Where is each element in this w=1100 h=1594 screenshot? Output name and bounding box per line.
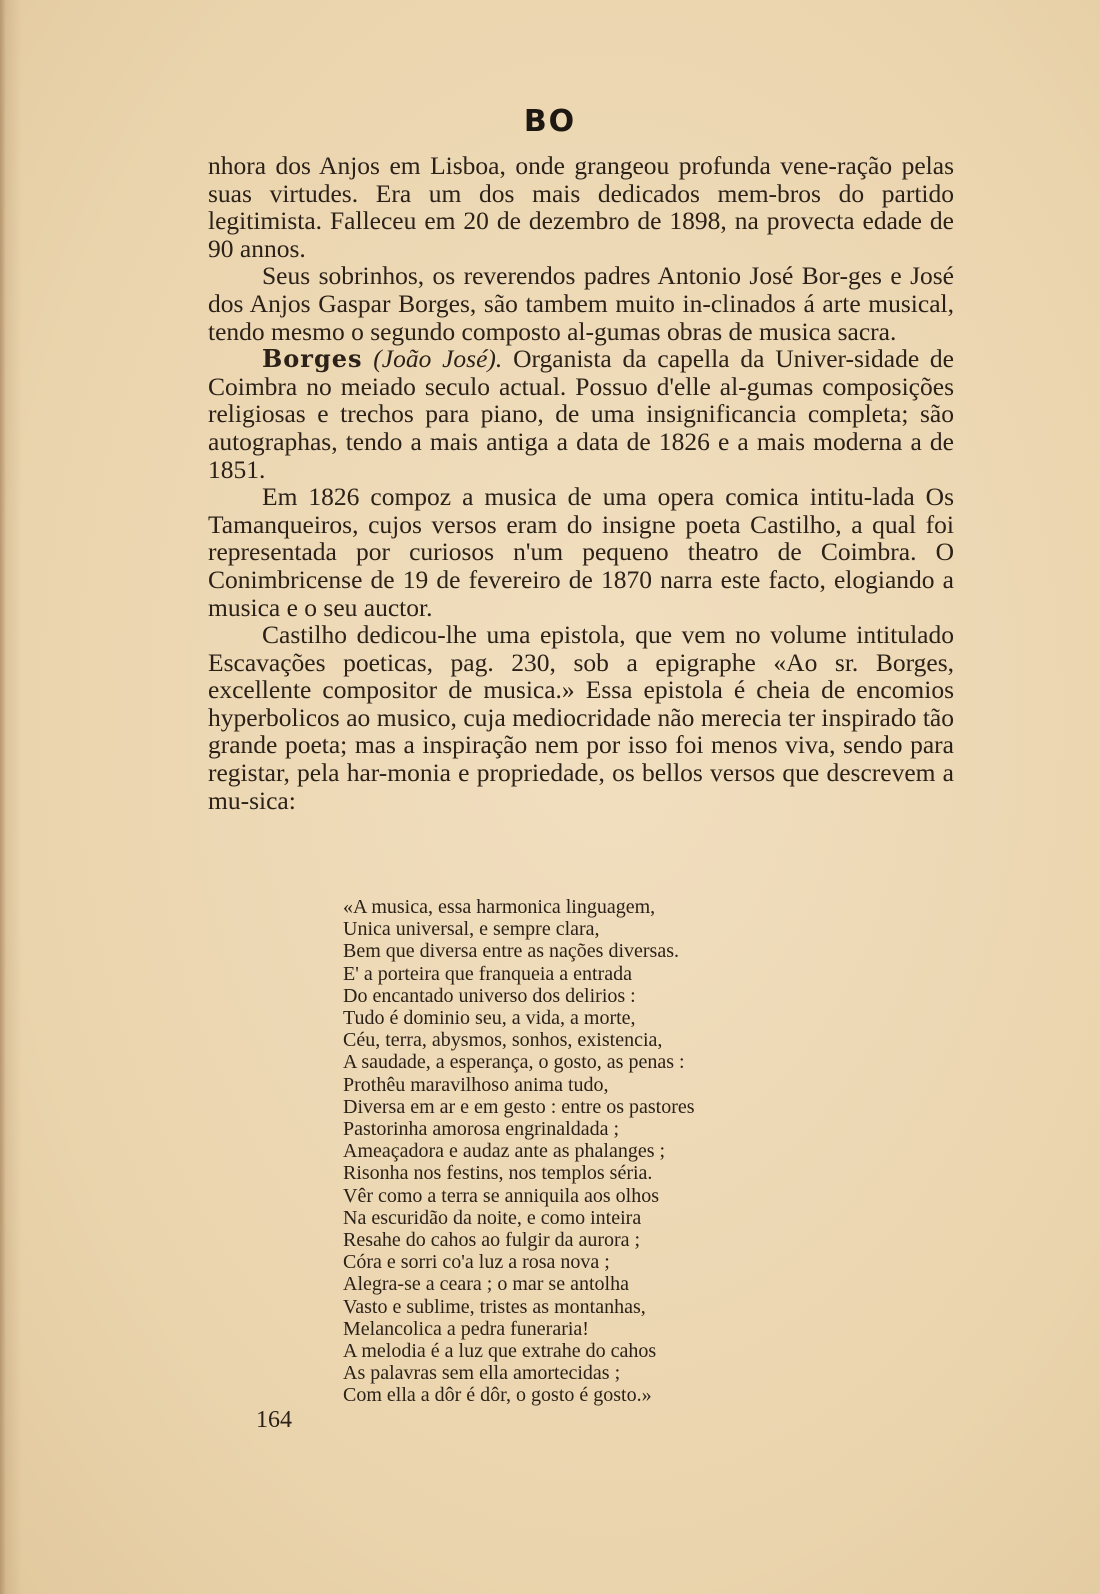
paragraph-entry-borges bbox=[208, 345, 954, 483]
paragraph-epistola: Castilho dedicou-lhe uma epistola, que vem no volume intitulado Escavações poeticas, pag. 230, sob a epigraphe «Ao sr. Borges, excellente compositor de musica.» Essa epistola é cheia de encomios hyperbolicos ao musico, cuja mediocridade não merecia ter inspirado tão grande poeta; mas a inspiração nem por isso foi menos viva, sendo para registar, pela har-monia e propriedade, os bellos versos que descrevem a mu-sica: bbox=[208, 620, 954, 815]
poem-line: Vêr como a terra se anniquila aos olhos bbox=[343, 1184, 660, 1207]
poem-line: A saudade, a esperança, o gosto, as penas : bbox=[343, 1051, 685, 1074]
poem-line: Bem que diversa entre as nações diversas. bbox=[343, 940, 679, 963]
poem-line: A melodia é a luz que extrahe do cahos bbox=[343, 1340, 657, 1363]
poem-line: Risonha nos festins, nos templos séria. bbox=[343, 1162, 653, 1185]
paragraph-nephews: Seus sobrinhos, os reverendos padres Antonio José Bor-ges e José dos Anjos Gaspar Borges, são tambem muito in-clinados á arte musical, tendo mesmo o segundo composto al-gumas obras de musica sacra. bbox=[208, 261, 954, 346]
poem-line: «A musica, essa harmonica linguagem, bbox=[343, 896, 656, 918]
entry-headword: Borges bbox=[262, 344, 363, 374]
poem-line: Unica universal, e sempre clara, bbox=[343, 918, 600, 941]
poem-line: Ameaçadora e audaz ante as phalanges ; bbox=[343, 1140, 666, 1163]
poem-line: Resahe do cahos ao fulgir da aurora ; bbox=[343, 1229, 641, 1252]
poem-line: Melancolica a pedra funeraria! bbox=[343, 1317, 589, 1340]
paragraph-opera: Em 1826 compoz a musica de uma opera comica intitu-lada Os Tamanqueiros, cujos versos eram do insigne poeta Castilho, a qual foi representada por curiosos n'um pequeno theatro de Coimbra. O Conimbricense de 19 de fevereiro de 1870 narra este facto, elogiando a musica e o seu auctor. bbox=[208, 482, 954, 622]
poem-line: As palavras sem ella amortecidas ; bbox=[343, 1362, 621, 1385]
poem-line: Na escuridão da noite, e como inteira bbox=[343, 1206, 642, 1229]
paragraph-continuation: nhora dos Anjos em Lisboa, onde grangeou profunda vene-ração pelas suas virtudes. Era um dos mais dedicados mem-bros do partido legitimista. Falleceu em 20 de dezembro de 1898, na provecta edade de 90 annos. bbox=[208, 151, 954, 263]
poem-line: Tudo é dominio seu, a vida, a morte, bbox=[343, 1007, 636, 1030]
poem-line: Do encantado universo dos delirios : bbox=[343, 984, 636, 1007]
poem-line: Diversa em ar e em gesto : entre os pastores bbox=[343, 1095, 695, 1118]
poem-quotation bbox=[343, 896, 803, 1407]
page-gutter-shadow bbox=[0, 0, 6, 1594]
entry-headword-suffix: (João José). bbox=[362, 344, 503, 374]
body-text bbox=[208, 152, 954, 814]
poem-line: E' a porteira que franqueia a entrada bbox=[343, 962, 632, 985]
poem-line: Céu, terra, abysmos, sonhos, existencia, bbox=[343, 1029, 663, 1052]
entry-text: Organista da capella da Univer-sidade de Coimbra no meiado seculo actual. Possuo d'elle al-gumas composições religiosas e trechos para piano, de uma insignificancia completa; são autographas, tendo a mais antiga a data de 1826 e a mais moderna a de 1851. bbox=[208, 344, 954, 484]
running-header: BO bbox=[523, 104, 577, 139]
poem-line: Córa e sorri co'a luz a rosa nova ; bbox=[343, 1251, 610, 1274]
poem-line: Com ella a dôr é dôr, o gosto é gosto.» bbox=[343, 1384, 652, 1407]
page-number: 164 bbox=[256, 1407, 292, 1433]
poem-line: Vasto e sublime, tristes as montanhas, bbox=[343, 1295, 646, 1318]
poem-line: Pastorinha amorosa engrinaldada ; bbox=[343, 1118, 620, 1141]
poem-line: Alegra-se a ceara ; o mar se antolha bbox=[343, 1273, 629, 1296]
poem-line: Prothêu maravilhoso anima tudo, bbox=[343, 1073, 609, 1096]
